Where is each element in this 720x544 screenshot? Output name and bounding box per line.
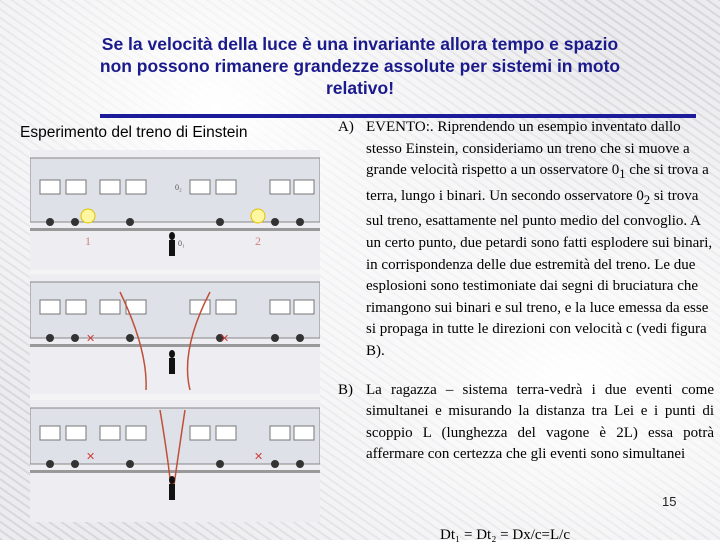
- item-a-text-1: EVENTO:. Riprendendo un esempio inventato dallo stesso Einstein, consideriamo un treno che si muove a grande velocità rispetto a un osservatore 0: [366, 119, 690, 179]
- figure-label-2: 2: [255, 234, 261, 248]
- svg-text:✕: ✕: [254, 451, 264, 463]
- figure-observer-ground: 0₁: [178, 239, 185, 248]
- panel-3: [30, 400, 320, 522]
- figure-observer-train: 0₂: [175, 183, 182, 192]
- item-a-text-3: si trova sul treno, esattamente nel punto medio del convoglio. A un certo punto, due petardi sono fatti esplodere sui binari, in corrispondenza delle due estremità del treno. Le due esplosioni sono testimoniate dai segni di bruciatura che rimangono sui binari e sul treno, e la luce emessa da esse si propaga in tutte le direzioni con velocità c (vedi figura B).: [366, 187, 713, 359]
- panel-2: [30, 274, 320, 394]
- title-line-1: Se la velocità della luce è una invariante allora tempo e spazio: [101, 34, 619, 54]
- item-a-sub-2: 2: [643, 192, 651, 207]
- item-label-a: A): [338, 119, 354, 135]
- figure-label-1: 1: [85, 234, 91, 248]
- svg-text:✕: ✕: [86, 333, 96, 345]
- train-experiment-figure: [30, 150, 320, 522]
- title-line-3: relativo!: [325, 78, 395, 98]
- page-number: 15: [662, 494, 677, 509]
- explanation-list: [338, 117, 714, 466]
- list-item-a: [338, 117, 714, 363]
- item-label-b: B): [338, 381, 353, 398]
- subheading: Esperimento del treno di Einstein: [20, 124, 248, 141]
- train-illustration: [30, 150, 320, 522]
- panel-1: [30, 150, 320, 270]
- bottom-formula: Dt₁ = Dt₂ = Dx/c=L/c: [440, 527, 570, 543]
- item-a-sub-1: 1: [619, 167, 626, 182]
- svg-text:✕: ✕: [220, 333, 230, 345]
- item-b-text: La ragazza – sistema terra-vedrà i due eventi come simultanei e misurando la distanza tra Lei e i punti di scoppio L (lunghezza del vagone è 2L) essa potrà affermare con certezza che gli eventi sono simultanei: [366, 381, 714, 463]
- list-item-b: [338, 380, 714, 466]
- slide-title: [20, 33, 700, 99]
- svg-text:✕: ✕: [86, 451, 96, 463]
- title-line-2: non possono rimanere grandezze assolute per sistemi in moto: [99, 56, 621, 76]
- item-a-text-2: che si trova a terra, lungo i binari. Un secondo osservatore 0: [366, 162, 709, 204]
